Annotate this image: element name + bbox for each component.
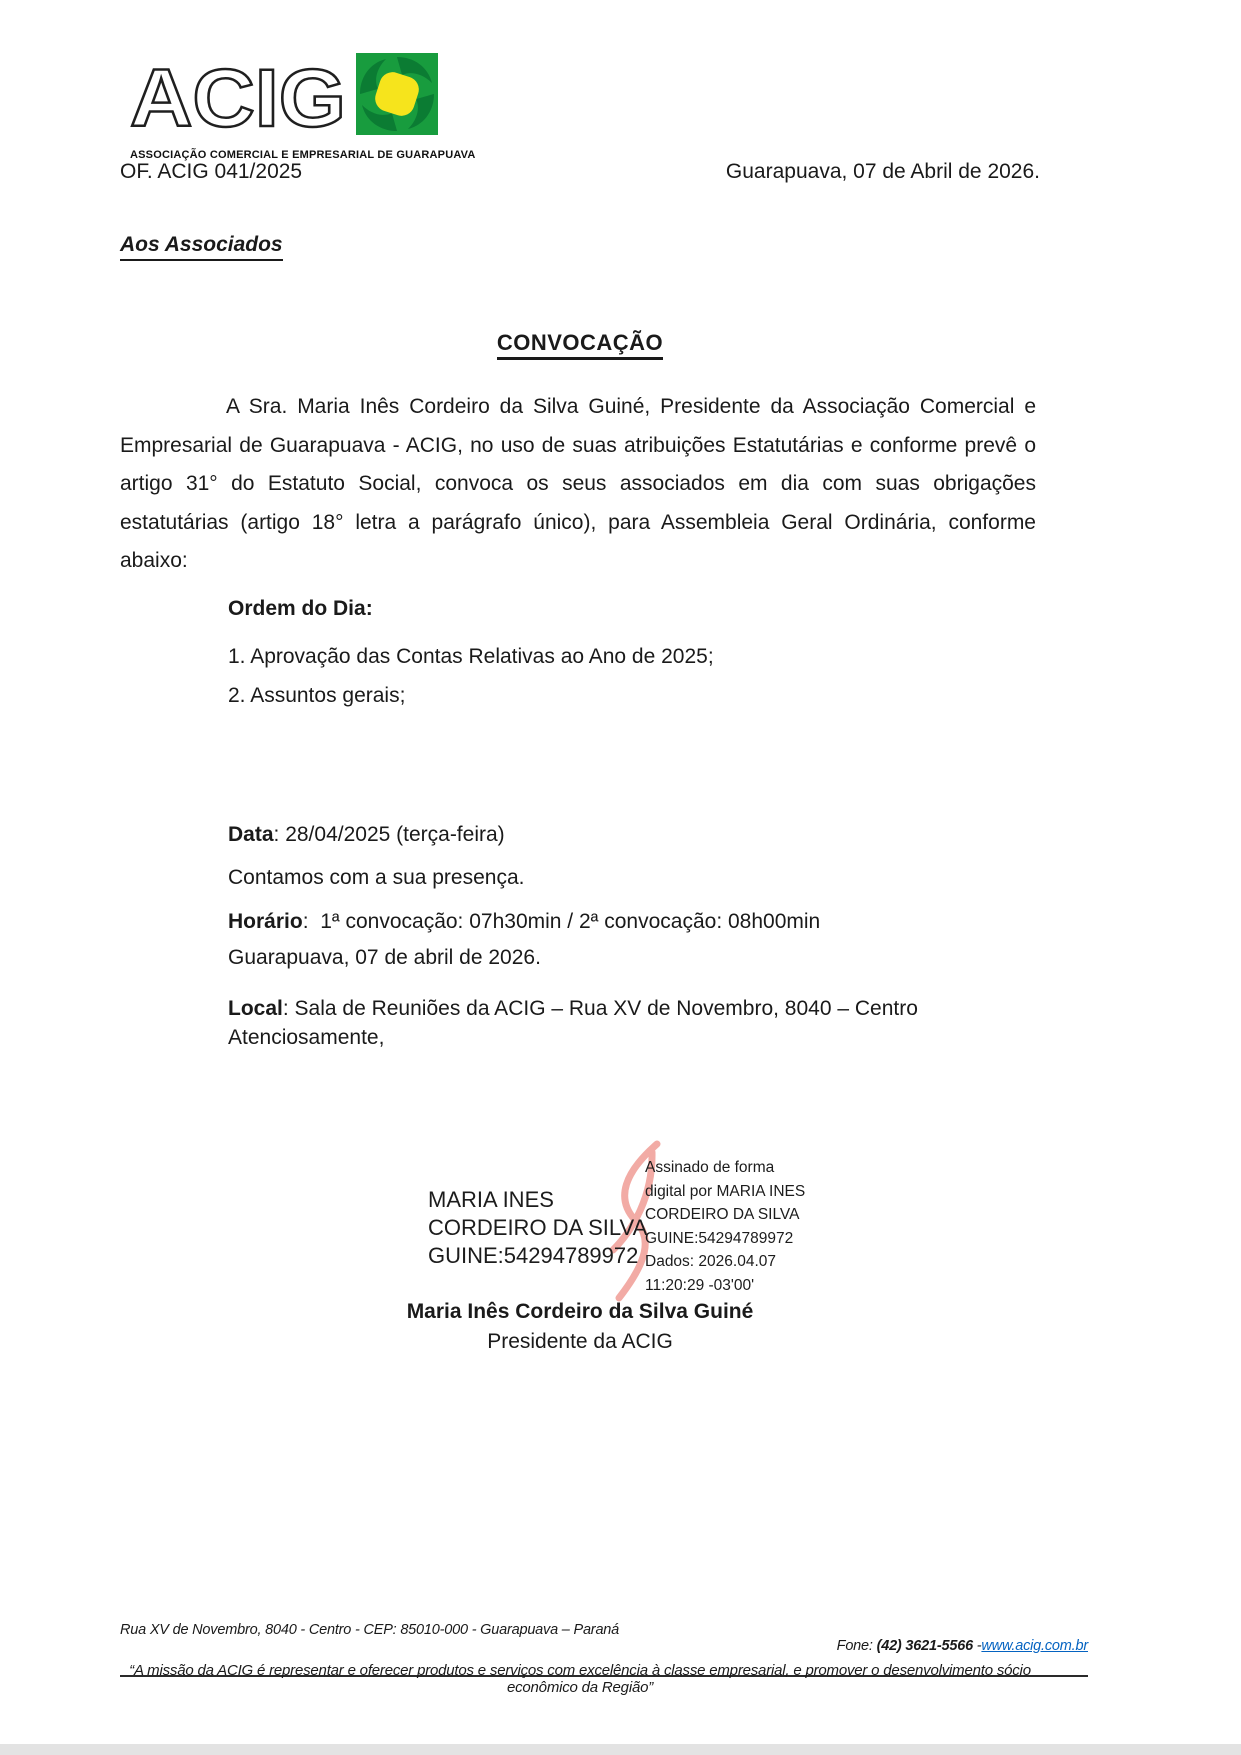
digital-signature-details (645, 1156, 805, 1298)
header-date-line: Guarapuava, 07 de Abril de 2026. (725, 160, 1040, 183)
detail-label: Data (228, 823, 274, 846)
agenda-item: 2. Assuntos gerais; (228, 684, 406, 707)
detail-value: : 1ª convocação: 07h30min / 2ª convocação: 08h00min (302, 910, 821, 933)
digital-signature-detail-line: 11:20:29 -03'00' (645, 1276, 755, 1294)
detail-value: : 28/04/2025 (terça-feira) (273, 823, 505, 846)
digital-signature-detail-line: GUINE:54294789972 (645, 1229, 794, 1247)
title-wrap (120, 330, 1040, 360)
detail-row-date (228, 820, 918, 849)
digital-signature-detail-line: CORDEIRO DA SILVA (645, 1206, 800, 1224)
acig-logo-image (130, 50, 442, 140)
digital-signature-detail-line: Dados: 2026.04.07 (645, 1253, 776, 1271)
signer-title: Presidente da ACIG (487, 1330, 673, 1353)
detail-row-time (228, 907, 918, 936)
detail-label: Horário (228, 910, 303, 933)
acig-logo-text: ACIG (130, 53, 346, 140)
salutation: Aos Associados (120, 233, 283, 261)
closing-presence: Contamos com a sua presença. (228, 866, 525, 889)
footer-website-link[interactable]: www.acig.com.br (981, 1638, 1088, 1654)
document-reference: OF. ACIG 041/2025 (120, 160, 303, 183)
digital-signature-name (428, 1186, 647, 1270)
document-title: CONVOCAÇÃO (497, 330, 663, 360)
digital-signature-name-line: GUINE:54294789972 (428, 1243, 639, 1268)
header-row (120, 160, 1040, 184)
intro-paragraph: A Sra. Maria Inês Cordeiro da Silva Guiné, Presidente da Associação Comercial e Empresarial de Guarapuava - ACIG, no uso de suas atribuições Estatutárias e conforme prevê o artigo 31° do Estatuto Social, convoca os seus associados em dia com suas obrigações estatutárias (artigo 18° letra a parágrafo único), para Assembleia Geral Ordinária, conforme abaixo: (120, 395, 1036, 572)
digital-signature-detail-line: digital por MARIA INES (645, 1182, 806, 1200)
digital-signature-detail-line: Assinado de forma (645, 1159, 775, 1176)
digital-signature-name-line: CORDEIRO DA SILVA (428, 1215, 648, 1240)
acig-logo-subtitle: ASSOCIAÇÃO COMERCIAL E EMPRESARIAL DE GUARAPUAVA (130, 149, 476, 161)
footer-mission-statement: “A missão da ACIG é representar e oferecer produtos e serviços com excelência à classe empresarial, e promover o desenvolvimento sócio econômico da Região” (129, 1662, 1031, 1696)
page-bottom-edge (0, 1744, 1241, 1755)
agenda-item: 1. Aprovação das Contas Relativas ao Ano de 2025; (228, 645, 714, 668)
detail-value: : Sala de Reuniões da ACIG – Rua XV de Novembro, 8040 – Centro (282, 997, 918, 1020)
footer-dash: - (972, 1638, 982, 1654)
closing-salute: Atenciosamente, (228, 1026, 385, 1049)
detail-row-place (228, 994, 918, 1023)
signer-name: Maria Inês Cordeiro da Silva Guiné (406, 1300, 754, 1323)
agenda-heading: Ordem do Dia: (228, 597, 373, 620)
footer-phone-number: (42) 3621-5566 (876, 1638, 973, 1654)
acig-logo-symbol-icon (356, 53, 438, 135)
closing-date: Guarapuava, 07 de abril de 2026. (228, 946, 541, 969)
acig-logo (130, 50, 476, 161)
digital-signature-name-line: MARIA INES (428, 1187, 554, 1212)
footer-address: Rua XV de Novembro, 8040 - Centro - CEP: 85010-000 - Guarapuava – Paraná (120, 1622, 620, 1638)
footer-phone-label: Fone: (836, 1638, 877, 1654)
detail-label: Local (228, 997, 283, 1020)
